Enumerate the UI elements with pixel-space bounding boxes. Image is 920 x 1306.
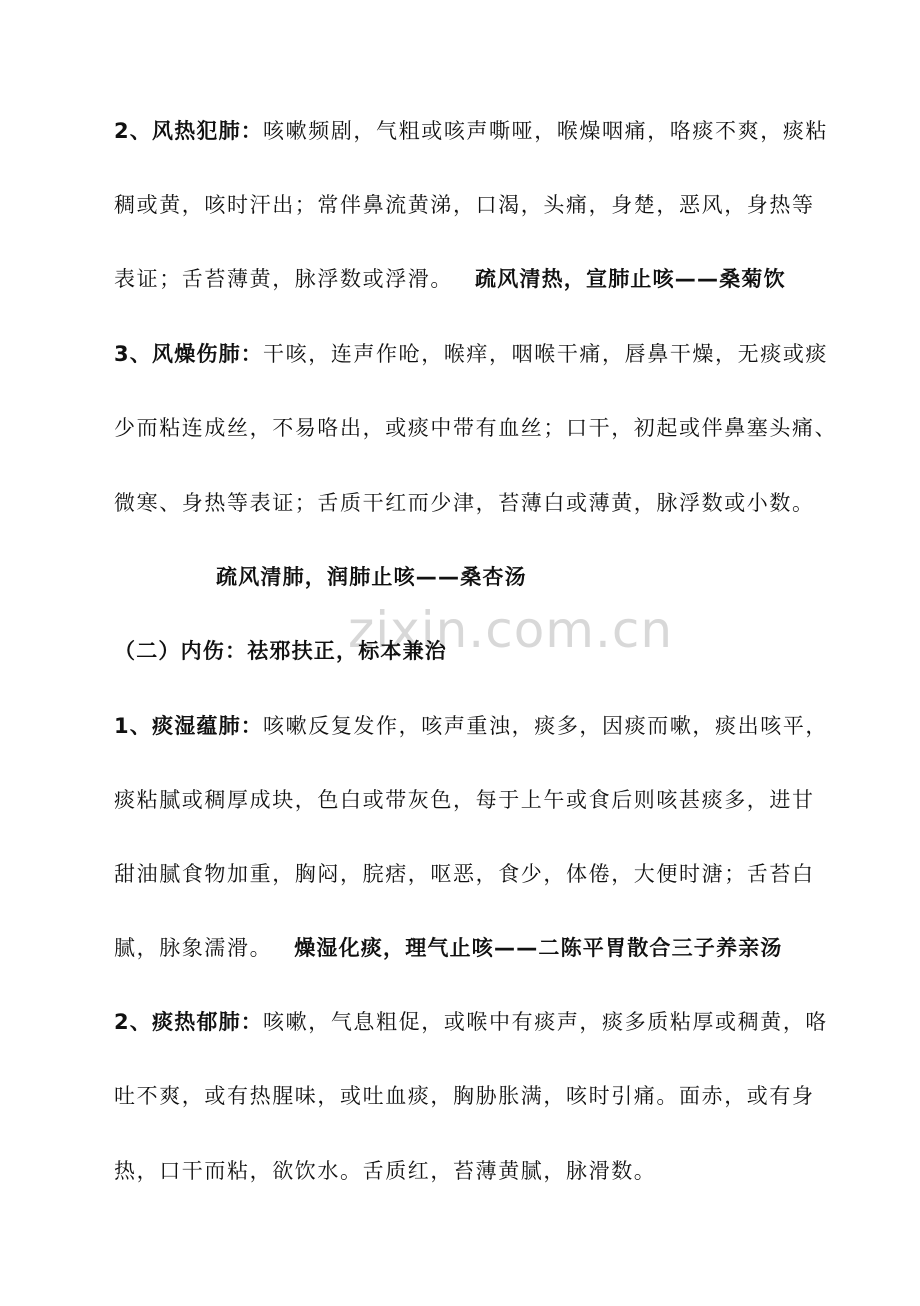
wind-heat-line-3 [114,264,786,294]
wind-heat-line-2 [114,190,815,220]
phlegm-damp-text-4: 腻，脉象濡滑。 [114,936,273,960]
phlegm-heat-line-3 [114,1156,656,1186]
wind-dry-line-2 [114,413,837,443]
phlegm-damp-text-3: 甜油腻食物加重，胸闷，脘痞，呕恶，食少，体倦，大便时溏；舌苔白 [114,862,815,886]
phlegm-heat-text-1: 咳嗽，气息粗促，或喉中有痰声，痰多质粘厚或稠黄，咯 [263,1010,829,1034]
wind-heat-treatment: 疏风清热，宣肺止咳——桑菊饮 [475,267,786,291]
wind-heat-text-2: 稠或黄，咳时汗出；常伴鼻流黄涕，口渴，头痛，身楚，恶风，身热等 [114,193,815,217]
wind-dry-treatment: 疏风清肺，润肺止咳——桑杏汤 [216,565,527,589]
internal-injury-heading [114,636,447,666]
phlegm-heat-text-3: 热，口干而粘，欲饮水。舌质红，苔薄黄腻，脉滑数。 [114,1159,657,1183]
phlegm-damp-heading: 1、痰湿蕴肺： [114,714,264,738]
phlegm-damp-treatment: 燥湿化痰，理气止咳——二陈平胃散合三子养亲汤 [294,936,783,960]
phlegm-heat-line-2 [114,1081,815,1111]
wind-dry-text-3: 微寒、身热等表证；舌质干红而少津，苔薄白或薄黄，脉浮数或小数。 [114,491,815,515]
phlegm-damp-text-1: 咳嗽反复发作，咳声重浊，痰多，因痰而嗽，痰出咳平， [263,714,829,738]
internal-injury-title: （二）内伤：祛邪扶正，标本兼治 [114,639,447,663]
phlegm-damp-line-3 [114,859,815,889]
wind-dry-heading: 3、风燥伤肺： [114,342,264,366]
wind-dry-line-1 [114,339,828,369]
wind-heat-text-3: 表证；舌苔薄黄，脉浮数或浮滑。 [114,267,453,291]
wind-dry-text-2: 少而粘连成丝，不易咯出，或痰中带有血丝；口干，初起或伴鼻塞头痛、 [114,416,838,440]
wind-heat-heading: 2、风热犯肺： [114,119,264,143]
phlegm-damp-text-2: 痰粘腻或稠厚成块，色白或带灰色，每于上午或食后则咳甚痰多，进甘 [114,788,815,812]
phlegm-damp-line-1 [114,711,828,741]
phlegm-heat-text-2: 吐不爽，或有热腥味，或吐血痰，胸胁胀满，咳时引痛。面赤，或有身 [114,1084,815,1108]
phlegm-heat-heading: 2、痰热郁肺： [114,1010,264,1034]
watermark: zixin.com.cn [348,601,674,659]
phlegm-damp-line-2 [114,785,815,815]
wind-dry-text-1: 干咳，连声作呛，喉痒，咽喉干痛，唇鼻干燥，无痰或痰 [263,342,829,366]
wind-dry-line-3 [114,488,815,518]
wind-dry-treatment-line [216,562,527,592]
wind-heat-text-1: 咳嗽频剧，气粗或咳声嘶哑，喉燥咽痛，咯痰不爽，痰粘 [263,119,829,143]
phlegm-heat-line-1 [114,1007,828,1037]
wind-heat-line-1 [114,116,828,146]
phlegm-damp-line-4 [114,933,783,963]
